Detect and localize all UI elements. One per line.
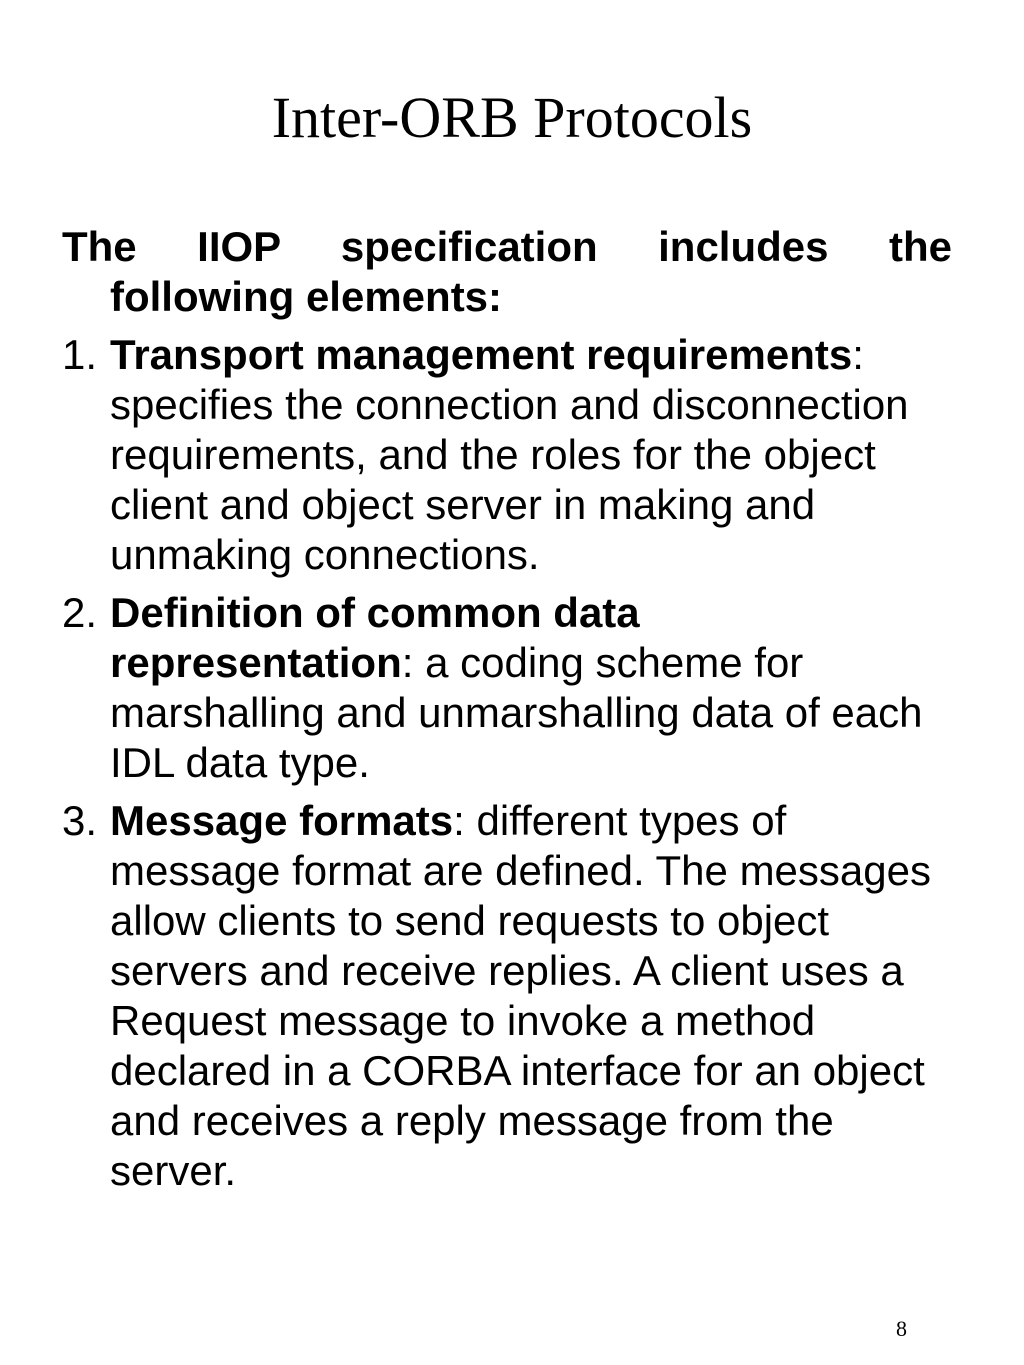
list-item-cdr — [62, 588, 952, 788]
slide-title: Inter-ORB Protocols — [271, 85, 753, 150]
list-item-number: 1. — [62, 331, 98, 378]
list-item-description: different types of message format are defined. The messages allow clients to send requests to object servers and receive replies. A client uses a Request message to invoke a method declared in a CORBA interface for an object and receives a reply message from the server. — [110, 797, 931, 1194]
list-item-message-formats — [62, 796, 952, 1196]
list-item-separator: : — [852, 331, 864, 378]
page-number: 8 — [896, 1316, 907, 1341]
list-item-term: Message formats — [110, 797, 454, 844]
list-item-separator: : — [401, 639, 414, 686]
list-item-term: Transport management requirements — [110, 331, 853, 378]
list-item-number: 2. — [62, 589, 98, 636]
list-item-transport — [62, 330, 952, 580]
list-item-separator: : — [453, 797, 465, 844]
list-item-number: 3. — [62, 797, 98, 844]
list-item-term: Definition of common data representation — [110, 589, 640, 686]
intro-text: The IIOP specification includes the following elements: — [62, 223, 952, 320]
list-item-description: a coding scheme for marshalling and unmarshalling data of each IDL data type. — [110, 639, 923, 786]
list-item-description: specifies the connection and disconnection requirements, and the roles for the object client and object server in making and unmaking connections. — [110, 381, 909, 578]
slide-body — [62, 222, 952, 1204]
